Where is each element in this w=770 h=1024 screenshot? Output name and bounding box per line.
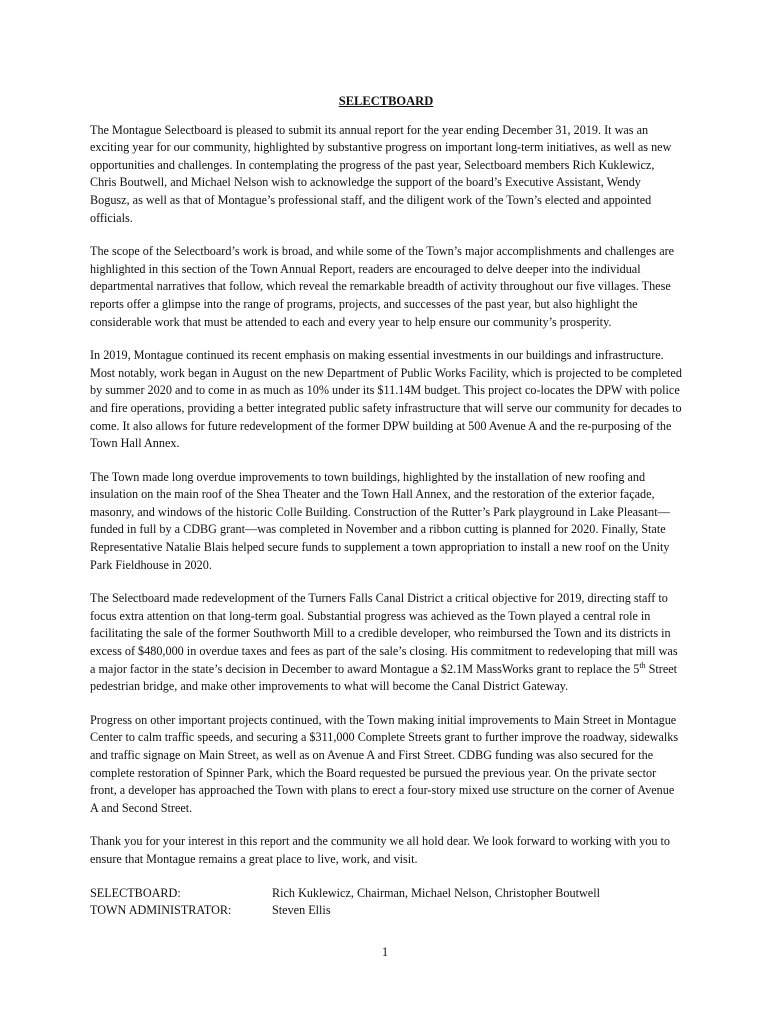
paragraph-scope: The scope of the Selectboard’s work is broad, and while some of the Town’s major accomplishments and challenges are highlighted in this section of the Town Annual Report, readers are encouraged to delve deeper into the individual departmental narratives that follow, which reveal the remarkable breadth of activity throughout our five villages. These reports offer a glimpse into the range of programs, projects, and successes of the past year, but also highlight the considerable work that must be attended to each and every year to help ensure our community’s prosperity. [90,244,675,329]
ordinal-suffix: th [639,660,646,670]
paragraph-canal-text-before: The Selectboard made redevelopment of the Turners Falls Canal District a critical objective for 2019, directing staff to focus extra attention on that long-term goal. Substantial progress was achieved as the Town played a central role in facilitating the sale of the former Southworth Mill to a credible developer, who reimbursed the Town and its districts in excess of $480,000 in overdue taxes and fees as part of the sale’s closing. His commitment to redeveloping that mill was a major factor in the state’s decision in December to award Montague a $2.1M MassWorks grant to replace the 5 [90,591,678,676]
paragraph-closing: Thank you for your interest in this report and the community we all hold dear. We look forward to working with you to ensure that Montague remains a great place to live, work, and visit. [90,834,670,866]
signature-block [90,885,682,920]
paragraph-infrastructure: In 2019, Montague continued its recent emphasis on making essential investments in our buildings and infrastructure. Most notably, work began in August on the new Department of Public Works Facility, which is projected to be completed by summer 2020 and to come in as much as 10% under its $11.14M budget. This project co-locates the DPW with police and fire operations, providing a better integrated public safety infrastructure that will serve our community for decades to come. It also allows for future redevelopment of the former DPW building at 500 Avenue A and the re-purposing of the Town Hall Annex. [90,348,682,451]
page-number: 1 [381,945,389,959]
report-page [90,93,682,920]
paragraph-intro: The Montague Selectboard is pleased to submit its annual report for the year ending December 31, 2019. It was an exciting year for our community, highlighted by substantive progress on important long-term initiatives, as well as new opportunities and challenges. In contemplating the progress of the past year, Selectboard members Rich Kuklewicz, Chris Boutwell, and Michael Nelson wish to acknowledge the support of the board’s Executive Assistant, Wendy Bogusz, as well as that of Montague’s professional staff, and the diligent work of the Town’s elected and appointed officials. [90,122,672,225]
signature-value-selectboard: Rich Kuklewicz, Chairman, Michael Nelson, Christopher Boutwell [272,885,600,900]
page-title: SELECTBOARD [338,94,434,108]
paragraph-canal-district [90,590,682,696]
signature-label-administrator: TOWN ADMINISTRATOR: [90,903,232,918]
paragraph-projects: Progress on other important projects continued, with the Town making initial improvements to Main Street in Montague Center to calm traffic speeds, and securing a $311,000 Complete Streets grant to further improve the roadway, sidewalks and traffic signage on Main Street, as well as on Avenue A and First Street. CDBG funding was also secured for the complete restoration of Spinner Park, which the Board requested be pursued the previous year. On the private sector front, a developer has approached the Town with plans to erect a four-story mixed use structure on the corner of Avenue A and Second Street. [90,712,679,815]
signature-label-selectboard: SELECTBOARD: [90,885,181,900]
paragraph-buildings: The Town made long overdue improvements to town buildings, highlighted by the installation of new roofing and insulation on the main roof of the Shea Theater and the Town Hall Annex, and the restoration of the exterior façade, masonry, and windows of the historic Colle Building. Construction of the Rutter’s Park playground in Lake Pleasant—funded in full by a CDBG grant—was completed in November and a ribbon cutting is planned for 2020. Finally, State Representative Natalie Blais helped secure funds to supplement a town appropriation to install a new roof on the Unity Park Fieldhouse in 2020. [90,469,670,572]
signature-value-administrator: Steven Ellis [272,903,331,918]
paragraph-canal-text-after: Street pedestrian bridge, and make other improvements to what will become the Canal District Gateway. [90,661,678,694]
